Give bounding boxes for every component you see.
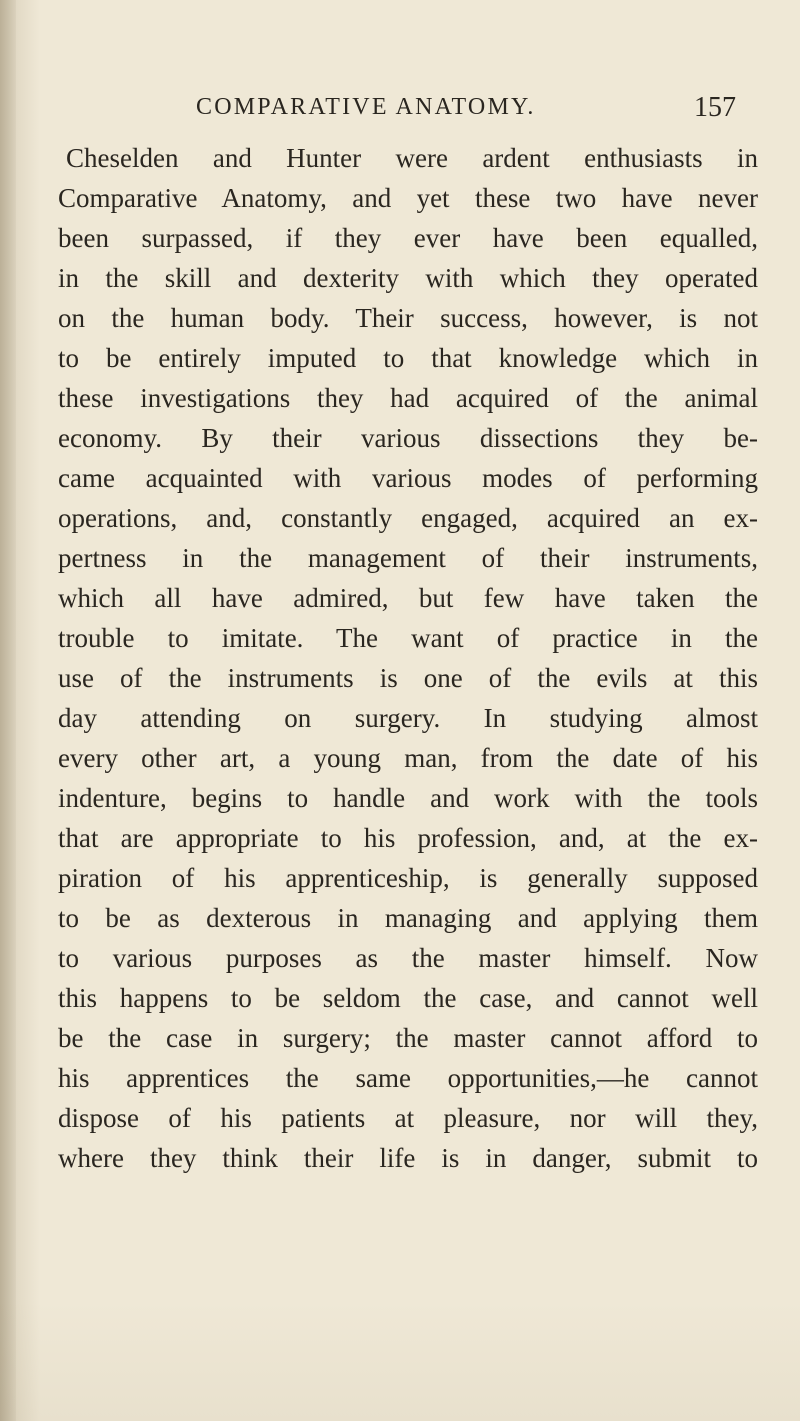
text-line: operations, and, constantly engaged, acquired an ex- xyxy=(58,503,758,533)
text-line: Cheselden and Hunter were ardent enthusiasts in xyxy=(66,143,758,173)
binding-gutter xyxy=(0,0,16,1421)
text-line: which all have admired, but few have taken the xyxy=(58,583,758,613)
text-line: that are appropriate to his profession, and, at the ex- xyxy=(58,823,758,853)
page-header xyxy=(196,94,736,136)
text-line: use of the instruments is one of the evils at this xyxy=(58,663,758,693)
text-line: his apprentices the same opportunities,—he cannot xyxy=(58,1063,758,1093)
text-line: been surpassed, if they ever have been equalled, xyxy=(58,223,758,253)
text-line: indenture, begins to handle and work with the tools xyxy=(58,783,758,813)
text-line: where they think their life is in danger, submit to xyxy=(58,1143,758,1173)
page-number: 157 xyxy=(694,92,736,123)
text-line: in the skill and dexterity with which they operated xyxy=(58,263,758,293)
text-line: to be entirely imputed to that knowledge which in xyxy=(58,343,758,373)
text-line: every other art, a young man, from the date of his xyxy=(58,743,758,773)
text-line: pertness in the management of their instruments, xyxy=(58,543,758,573)
body-text xyxy=(58,138,758,1178)
text-line: trouble to imitate. The want of practice in the xyxy=(58,623,758,653)
text-line: came acquainted with various modes of performing xyxy=(58,463,758,493)
text-line: this happens to be seldom the case, and cannot well xyxy=(58,983,758,1013)
text-line: to various purposes as the master himself. Now xyxy=(58,943,758,973)
text-line: dispose of his patients at pleasure, nor will they, xyxy=(58,1103,758,1133)
text-line: Comparative Anatomy, and yet these two have never xyxy=(58,183,758,213)
text-line: to be as dexterous in managing and applying them xyxy=(58,903,758,933)
running-head: COMPARATIVE ANATOMY. xyxy=(196,94,536,120)
text-line: piration of his apprenticeship, is generally supposed xyxy=(58,863,758,893)
text-line: these investigations they had acquired of the animal xyxy=(58,383,758,413)
text-line: day attending on surgery. In studying almost xyxy=(58,703,758,733)
text-line: on the human body. Their success, however, is not xyxy=(58,303,758,333)
text-line: economy. By their various dissections they be- xyxy=(58,423,758,453)
text-line: be the case in surgery; the master cannot afford to xyxy=(58,1023,758,1053)
